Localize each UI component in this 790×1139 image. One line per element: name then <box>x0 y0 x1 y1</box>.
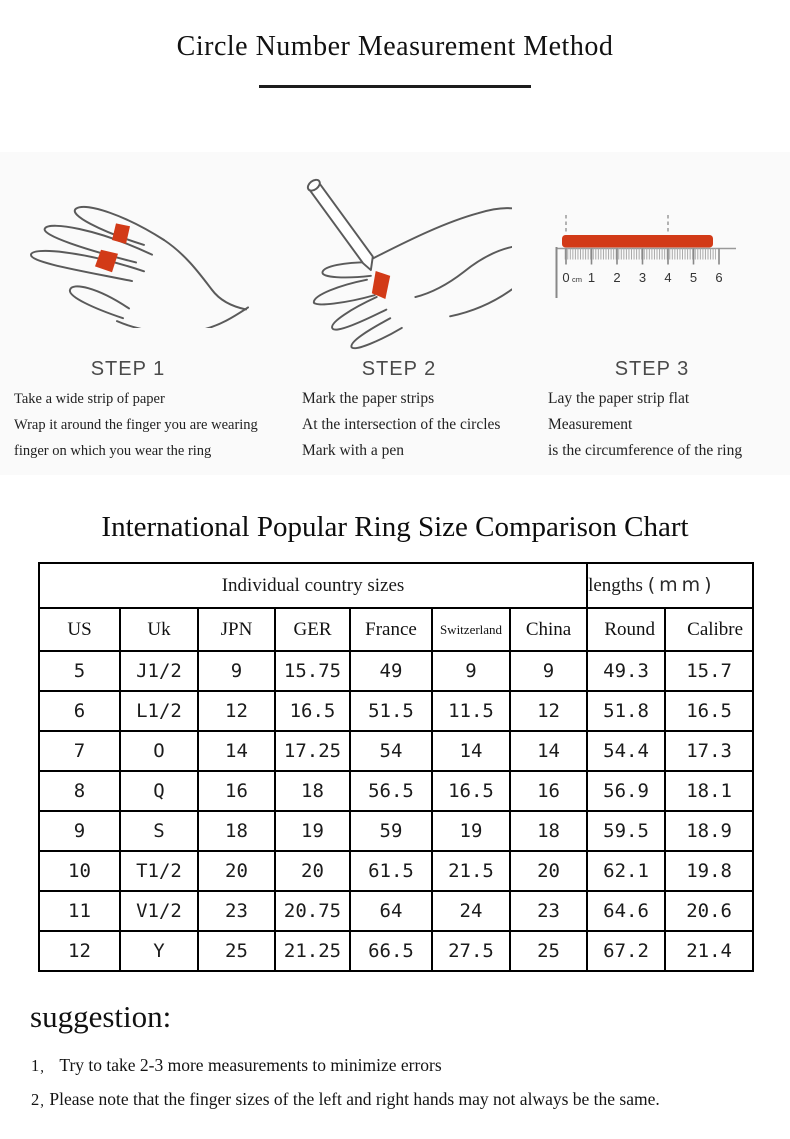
table-cell: 14 <box>432 731 510 771</box>
table-group-header-row <box>39 563 753 608</box>
table-cell: 14 <box>198 731 275 771</box>
column-header-switzerland: Switzerland <box>432 608 510 651</box>
step-description-line: Measurement <box>548 416 633 433</box>
table-cell: 8 <box>39 771 120 811</box>
table-cell: 18 <box>198 811 275 851</box>
table-cell: 20.75 <box>275 891 350 931</box>
table-cell: L1/2 <box>120 691 198 731</box>
table-cell: 49.3 <box>587 651 665 691</box>
table-cell: S <box>120 811 198 851</box>
step-description <box>286 386 512 464</box>
table-cell: 17.3 <box>665 731 753 771</box>
table-column-header-row <box>39 608 753 651</box>
step-description-line: At the intersection of the circles <box>302 416 501 433</box>
ruler-unit-label: cm <box>572 275 582 284</box>
column-header-jpn: JPN <box>198 608 275 651</box>
step-description-line: is the circumference of the ring <box>548 442 743 459</box>
table-cell: 18.1 <box>665 771 753 811</box>
table-cell: 11 <box>39 891 120 931</box>
table-cell: 15.75 <box>275 651 350 691</box>
table-cell: 25 <box>198 931 275 971</box>
step-label: STEP 3 <box>614 358 690 380</box>
table-row <box>39 731 753 771</box>
table-row <box>39 891 753 931</box>
table-cell: 16.5 <box>432 771 510 811</box>
ruler-number: 3 <box>638 270 647 285</box>
table-cell: 54.4 <box>587 731 665 771</box>
steps-section <box>0 152 790 475</box>
step-description-line: Mark the paper strips <box>302 390 435 407</box>
table-cell: 19 <box>432 811 510 851</box>
table-cell: 67.2 <box>587 931 665 971</box>
table-cell: 25 <box>510 931 587 971</box>
table-cell: 20.6 <box>665 891 753 931</box>
suggestion-title: suggestion: <box>30 999 172 1034</box>
table-cell: 64 <box>350 891 432 931</box>
table-cell: 16 <box>198 771 275 811</box>
suggestion-item-text: Try to take 2-3 more measurements to minimize errors <box>59 1055 442 1075</box>
table-cell: 9 <box>198 651 275 691</box>
group-header-country-sizes: Individual country sizes <box>39 563 587 608</box>
column-header-calibre: Calibre <box>665 608 753 651</box>
table-cell: O <box>120 731 198 771</box>
step-description-line: Wrap it around the finger you are wearing <box>14 417 258 433</box>
column-header-china: China <box>510 608 587 651</box>
table-cell: 56.9 <box>587 771 665 811</box>
title-underline <box>259 85 531 88</box>
table-cell: 61.5 <box>350 851 432 891</box>
suggestion-item-number: 2 , <box>31 1088 43 1112</box>
column-header-uk: Uk <box>120 608 198 651</box>
table-cell: 56.5 <box>350 771 432 811</box>
table-cell: 16 <box>510 771 587 811</box>
page-title: Circle Number Measurement Method <box>176 31 614 62</box>
table-cell: Y <box>120 931 198 971</box>
table-cell: 9 <box>39 811 120 851</box>
suggestion-item-text: Please note that the finger sizes of the left and right hands may not always be the same. <box>49 1089 660 1109</box>
group-header-lengths <box>587 563 753 608</box>
table-cell: Q <box>120 771 198 811</box>
ruler-number: 4 <box>664 270 672 285</box>
table-cell: 19 <box>275 811 350 851</box>
suggestion-section <box>31 1053 771 1121</box>
table-cell: 59.5 <box>587 811 665 851</box>
table-row <box>39 851 753 891</box>
table-cell: 66.5 <box>350 931 432 971</box>
table-cell: 24 <box>432 891 510 931</box>
paper-strip-on-ruler <box>562 235 713 248</box>
table-cell: 17.25 <box>275 731 350 771</box>
table-cell: 62.1 <box>587 851 665 891</box>
step-description <box>2 386 258 464</box>
table-cell: 15.7 <box>665 651 753 691</box>
pen-body <box>309 182 373 270</box>
table-cell: 21.5 <box>432 851 510 891</box>
table-cell: 10 <box>39 851 120 891</box>
table-cell: 9 <box>510 651 587 691</box>
table-cell: 64.6 <box>587 891 665 931</box>
suggestion-item-number: 1 , <box>31 1054 43 1078</box>
table-row <box>39 691 753 731</box>
column-header-round: Round <box>587 608 665 651</box>
ruler-drawing <box>540 210 770 310</box>
step-description-line: Take a wide strip of paper <box>14 391 165 407</box>
suggestion-item <box>31 1087 771 1112</box>
chart-title: International Popular Ring Size Comparison Chart <box>101 511 689 543</box>
table-cell: 5 <box>39 651 120 691</box>
column-header-us: US <box>39 608 120 651</box>
table-cell: T1/2 <box>120 851 198 891</box>
table-cell: 23 <box>510 891 587 931</box>
step-column-1 <box>2 152 258 464</box>
table-cell: 18.9 <box>665 811 753 851</box>
table-row <box>39 651 753 691</box>
table-cell: 54 <box>350 731 432 771</box>
table-row <box>39 811 753 851</box>
table-cell: 20 <box>198 851 275 891</box>
table-cell: 21.4 <box>665 931 753 971</box>
table-cell: 19.8 <box>665 851 753 891</box>
hand-with-strip-drawing <box>4 196 249 328</box>
step-description-line: Lay the paper strip flat <box>548 390 690 407</box>
ruler-number: 2 <box>613 270 621 285</box>
step-column-2 <box>286 152 512 464</box>
paper-strip-mark-top <box>112 223 130 244</box>
ruler-number: 0 <box>562 270 570 285</box>
table-cell: 9 <box>432 651 510 691</box>
table-cell: J1/2 <box>120 651 198 691</box>
ruler-measurement-illustration <box>536 152 768 358</box>
table-cell: 27.5 <box>432 931 510 971</box>
table-cell: 18 <box>275 771 350 811</box>
table-cell: 51.8 <box>587 691 665 731</box>
step-description-line: Mark with a pen <box>302 442 405 459</box>
ruler-number: 5 <box>689 270 698 285</box>
table-cell: V1/2 <box>120 891 198 931</box>
table-cell: 7 <box>39 731 120 771</box>
table-cell: 16.5 <box>665 691 753 731</box>
table-cell: 59 <box>350 811 432 851</box>
table-cell: 12 <box>198 691 275 731</box>
lengths-unit: (mm) <box>647 574 716 596</box>
table-cell: 12 <box>39 931 120 971</box>
step-description <box>536 386 768 464</box>
table-cell: 51.5 <box>350 691 432 731</box>
hand-with-pen-drawing <box>280 164 512 352</box>
table-cell: 16.5 <box>275 691 350 731</box>
table-cell: 20 <box>510 851 587 891</box>
ring-size-table <box>38 562 754 972</box>
step-column-3 <box>536 152 768 464</box>
column-header-france: France <box>350 608 432 651</box>
step-description-line: finger on which you wear the ring <box>14 443 212 459</box>
table-cell: 6 <box>39 691 120 731</box>
table-cell: 12 <box>510 691 587 731</box>
hand-paper-strip-illustration <box>2 152 254 358</box>
table-cell: 11.5 <box>432 691 510 731</box>
lengths-label: lengths <box>588 575 643 596</box>
table-cell: 14 <box>510 731 587 771</box>
step-label: STEP 1 <box>90 358 166 380</box>
table-cell: 18 <box>510 811 587 851</box>
ruler-number: 6 <box>715 270 723 285</box>
table-cell: 21.25 <box>275 931 350 971</box>
table-row <box>39 771 753 811</box>
pen-marking-illustration <box>286 152 512 358</box>
table-cell: 23 <box>198 891 275 931</box>
column-header-ger: GER <box>275 608 350 651</box>
suggestion-item <box>31 1053 771 1078</box>
table-cell: 49 <box>350 651 432 691</box>
table-row <box>39 931 753 971</box>
table-cell: 20 <box>275 851 350 891</box>
ruler-number: 1 <box>587 270 596 285</box>
step-label: STEP 2 <box>361 358 437 380</box>
